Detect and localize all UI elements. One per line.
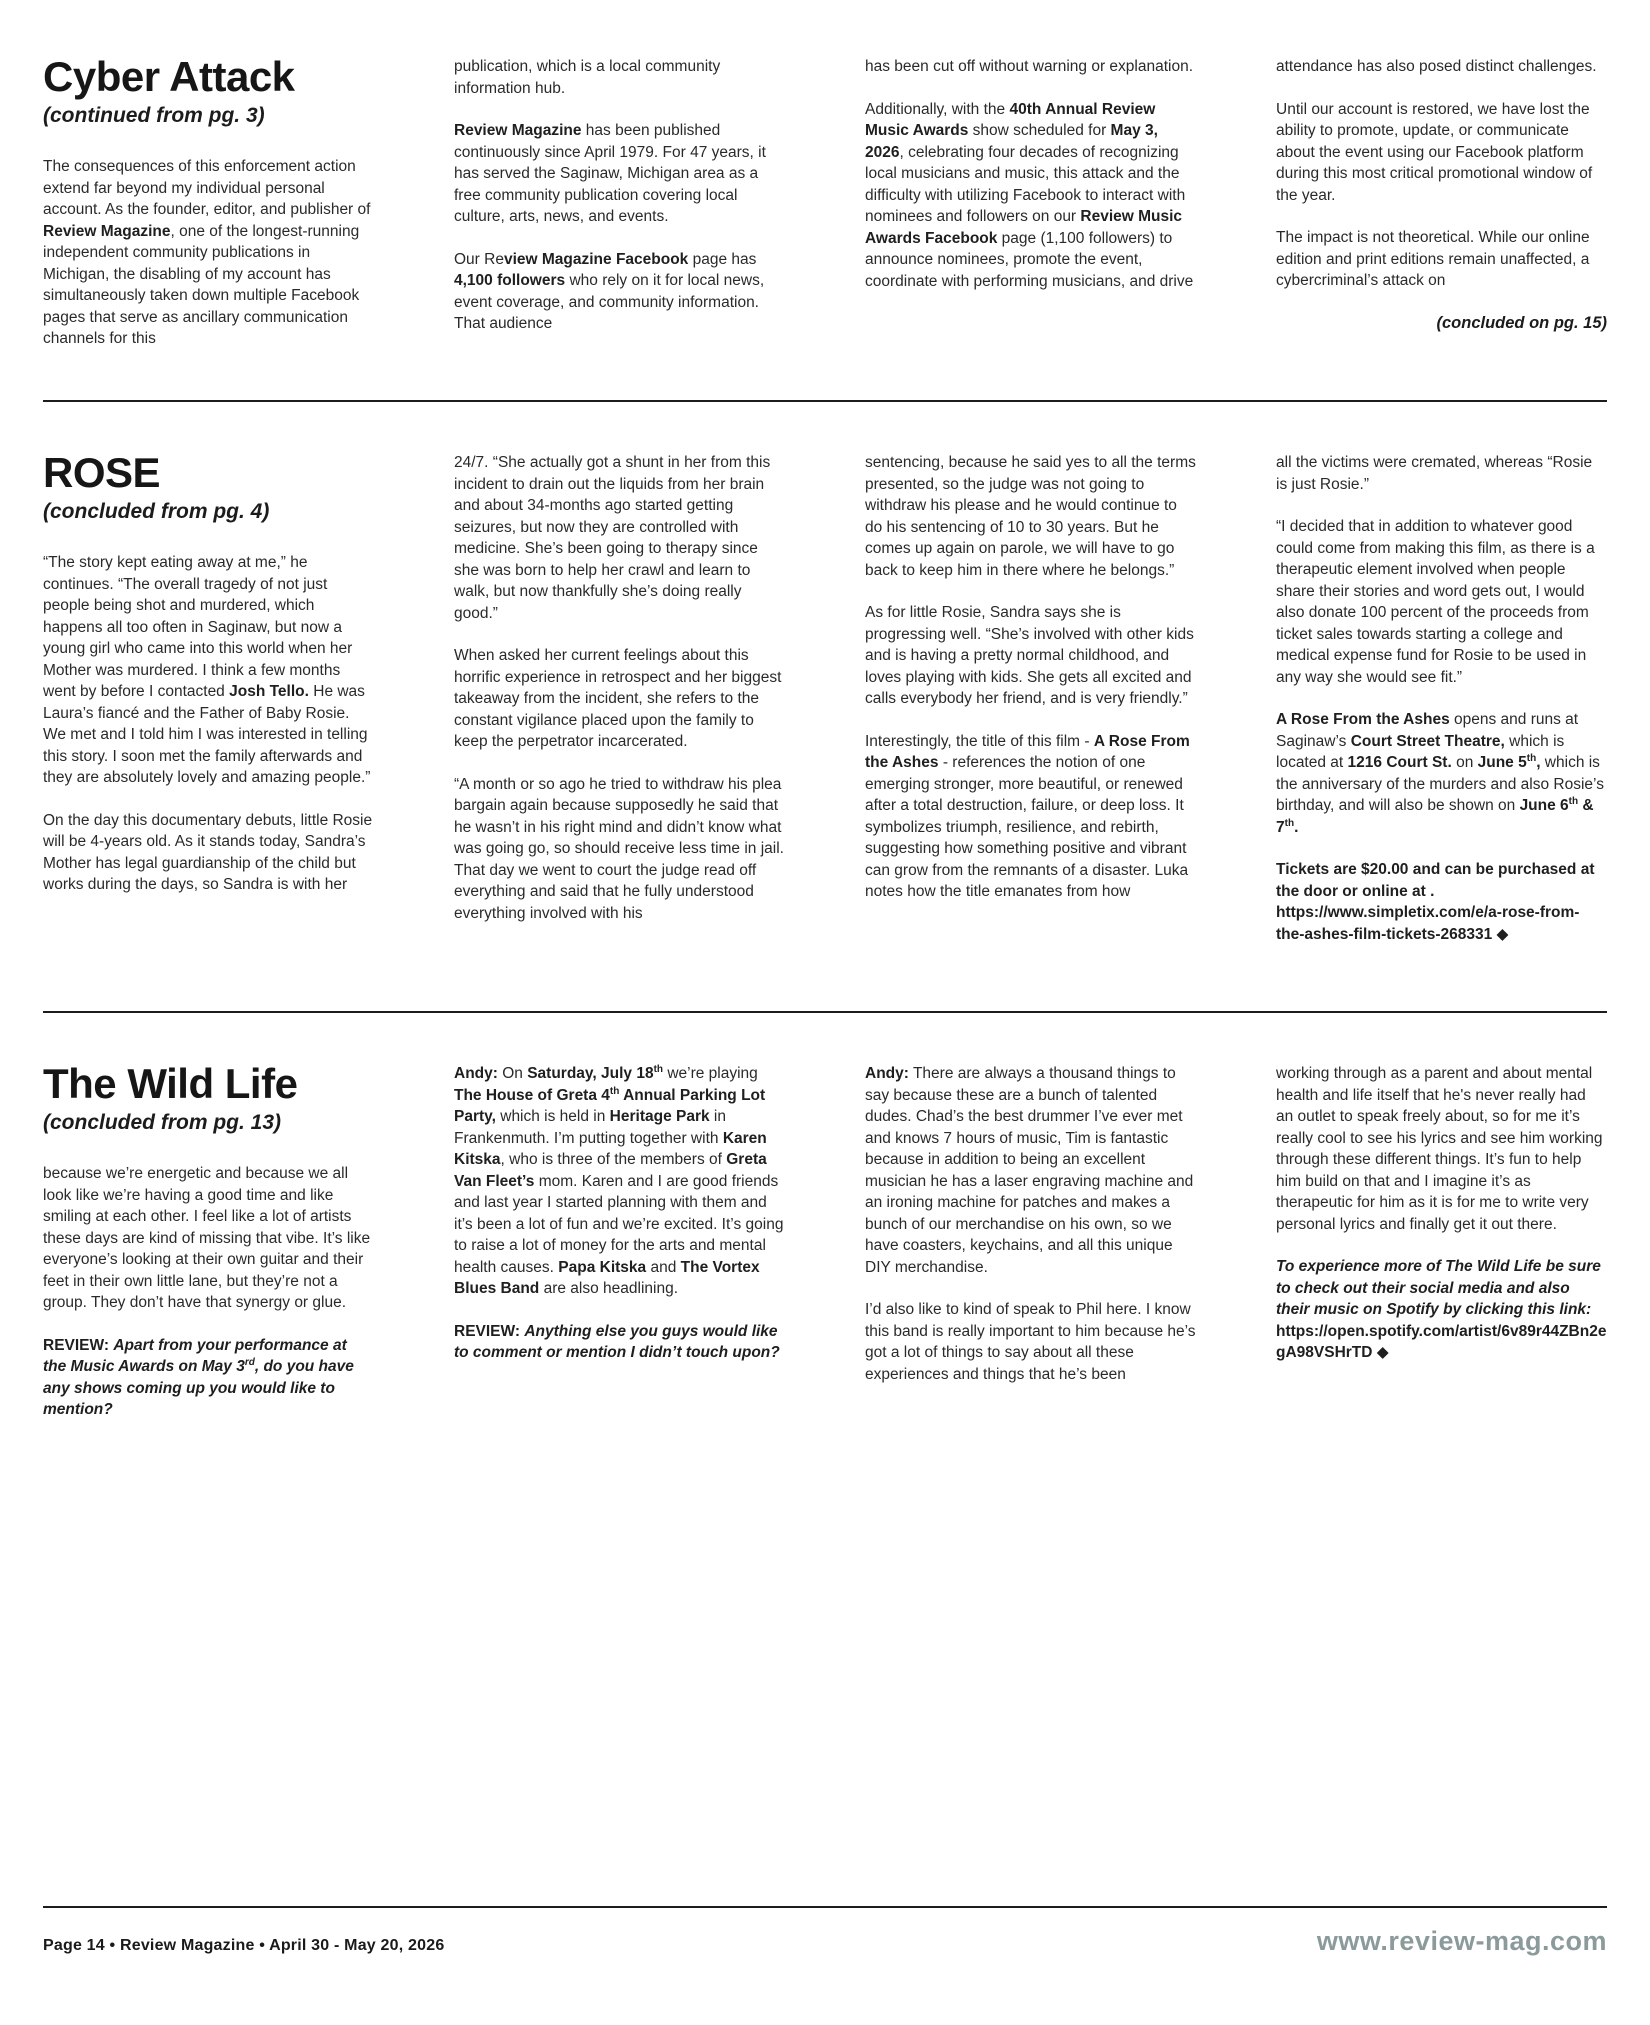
article-column	[43, 53, 374, 371]
article-column	[1276, 56, 1607, 355]
paragraph: On the day this documentary debuts, little Rosie will be 4-years old. As it stands today, Sandra’s Mother has legal guardianship of the child but works during the days, so Sandra is with her	[43, 811, 373, 893]
paragraph: sentencing, because he said yes to all the terms presented, so the judge was not going to withdraw his please and he would continue to do his sentencing of 10 to 30 years. But he comes up again on parole, we will have to go back to keep him in there where he belongs.”	[865, 454, 1196, 579]
article-the-wild-life	[43, 1013, 1607, 1908]
paragraph: The consequences of this enforcement action extend far beyond my individual personal account. As the founder, editor, and publisher of Review Magazine, one of the longest-running independent community publications in Michigan, the disabling of my account has simultaneously taken down multiple Facebook pages that serve as ancillary communication channels for this	[43, 158, 371, 347]
paragraph: When asked her current feelings about this horrific experience in retrospect and her biggest takeaway from the incident, she refers to the constant vigilance placed upon the family to keep the perpetrator incarcerated.	[454, 647, 782, 750]
paragraph: Tickets are $20.00 and can be purchased at the door or online at . https://www.simpletix.com/e/a-rose-from-the-ashes-film-tickets-268331 ◆	[1276, 861, 1595, 943]
article-column	[865, 1063, 1196, 1406]
article-title: The Wild Life	[43, 1060, 298, 1107]
paragraph: “A month or so ago he tried to withdraw his plea bargain again because supposedly he said that he wasn’t in his right mind and didn’t know what was going go, so should receive less time in jail. That day we went to court the judge read off everything and said that he fully understood everything involved with his	[454, 775, 784, 922]
footer-website-url: www.review-mag.com	[1316, 1926, 1607, 1956]
paragraph: Until our account is restored, we have lost the ability to promote, update, or communicate about the event using our Facebook platform during this most critical promotional window of the year.	[1276, 100, 1593, 204]
article-column	[1276, 452, 1607, 966]
article-column	[865, 452, 1196, 924]
paragraph: REVIEW: Apart from your performance at the Music Awards on May 3rd, do you have any shows coming up you would like to mention?	[43, 1336, 354, 1418]
continuation-note: (concluded on pg. 15)	[1436, 313, 1607, 332]
paragraph: publication, which is a local community information hub.	[454, 58, 721, 97]
paragraph: As for little Rosie, Sandra says she is progressing well. “She’s involved with other kids and is having a pretty normal childhood, and loves playing with kids. She gets all excited and calls everybody her friend, and is very friendly.”	[865, 604, 1194, 707]
article-column	[43, 449, 374, 917]
paragraph: Andy: On Saturday, July 18th we’re playing The House of Greta 4th Annual Parking Lot Party, which is held in Heritage Park in Frankenmuth. I’m putting together with Karen Kitska, who is three of the members of Greta Van Fleet’s mom. Karen and I are good friends and last year I started planning with them and it’s been a lot of fun and we’re excited. It’s going to raise a lot of money for the arts and mental health causes. Papa Kitska and The Vortex Blues Band are also headlining.	[454, 1063, 784, 1297]
paragraph: “I decided that in addition to whatever good could come from making this film, as there is a therapeutic element involved when people share their stories and word gets out, I would also donate 100 percent of the proceeds from ticket sales towards starting a college and medical expense fund for Rosie to be used in any way she would see fit.”	[1276, 518, 1595, 686]
paragraph: Additionally, with the 40th Annual Review Music Awards show scheduled for May 3, 2026, celebrating four decades of recognizing local musicians and music, this attack and the difficulty with utilizing Facebook to interact with nominees and followers on our Review Music Awards Facebook page (1,100 followers) to announce nominees, promote the event, coordinate with performing musicians, and drive	[865, 100, 1194, 290]
article-cyber-attack	[43, 0, 1607, 402]
article-subtitle: (concluded from pg. 4)	[43, 500, 270, 523]
paragraph: Interestingly, the title of this film - A Rose From the Ashes - references the notion of one emerging stronger, more beautiful, or renewed after a total destruction, failure, or deep loss. It symbolizes triumph, resilience, and rebirth, suggesting how something positive and vibrant can grow from the remnants of a disaster. Luka notes how the title emanates from how	[865, 732, 1190, 900]
article-column	[1276, 1063, 1607, 1385]
paragraph: Review Magazine has been published continuously since April 1979. For 47 years, it has served the Saginaw, Michigan area as a free community publication covering local culture, arts, news, and events.	[454, 122, 766, 225]
paragraph: Andy: There are always a thousand things to say because these are a bunch of talented dudes. Chad’s the best drummer I’ve ever met and knows 7 hours of music, Tim is fantastic because in addition to being an excellent musician he has a laser engraving machine and an ironing machine for patches and makes a bunch of our merchandise on his own, so we have coasters, keychains, and all this unique DIY merchandise.	[865, 1065, 1194, 1276]
article-column	[454, 56, 785, 356]
footer-page-info: Page 14 • Review Magazine • April 30 - May 20, 2026	[43, 1937, 445, 1954]
paragraph: 24/7. “She actually got a shunt in her from this incident to drain out the liquids from her brain and about 34-months ago started getting seizures, but now they are controlled with medicine. She’s been going to therapy since she was born to help her crawl and learn to walk, but now thankfully she’s doing really good.”	[454, 454, 771, 622]
article-column	[454, 1063, 785, 1385]
article-column	[454, 452, 785, 945]
paragraph: all the victims were cremated, whereas “Rosie is just Rosie.”	[1276, 454, 1593, 493]
paragraph: “The story kept eating away at me,” he continues. “The overall tragedy of not just people being shot and murdered, which happens all too often in Saginaw, but now a young girl who came into this world when her Mother was murdered. I think a few months went by before I contacted Josh Tello. He was Laura’s fiancé and the Father of Baby Rosie. We met and I told him I was interested in telling this story. I soon met the family afterwards and they are absolutely lovely and amazing people.”	[43, 554, 371, 786]
paragraph: because we’re energetic and because we all look like we’re having a good time and like smiling at each other. I feel like a lot of artists these days are kind of missing that vibe. It’s like everyone’s looking at their own guitar and their feet in their own little lane, but they’re not a group. They don’t have that synergy or glue.	[43, 1165, 371, 1311]
article-rose	[43, 402, 1607, 1013]
paragraph: attendance has also posed distinct challenges.	[1276, 58, 1597, 75]
paragraph: To experience more of The Wild Life be sure to check out their social media and also their music on Spotify by clicking this link: https://open.spotify.com/artist/6v89r44ZBn2egA98VSHrTD ◆	[1276, 1258, 1607, 1361]
paragraph: A Rose From the Ashes opens and runs at Saginaw’s Court Street Theatre, which is located at 1216 Court St. on June 5th, which is the anniversary of the murders and also Rosie’s birthday, and will also be shown on June 6th & 7th.	[1276, 711, 1604, 836]
paragraph: REVIEW: Anything else you guys would like to comment or mention I didn’t touch upon?	[454, 1322, 780, 1361]
article-title: Cyber Attack	[43, 53, 295, 100]
paragraph: Our Review Magazine Facebook page has 4,100 followers who rely on it for local news, event coverage, and community information. That audience	[454, 250, 765, 332]
article-column	[865, 56, 1196, 313]
page-footer	[43, 1908, 1607, 1957]
paragraph: The impact is not theoretical. While our online edition and print editions remain unaffected, a cybercriminal’s attack on	[1276, 229, 1590, 289]
article-title: ROSE	[43, 449, 161, 496]
article-subtitle: (concluded from pg. 13)	[43, 1111, 282, 1134]
paragraph: working through as a parent and about mental health and life itself that he's never really had an outlet to speak freely about, so for me it’s really cool to see his lyrics and see him working through these different things. It’s fun to help him build on that and I imagine it’s as therapeutic for him as it is for me to write very personal lyrics and finally get it out there.	[1276, 1065, 1603, 1233]
paragraph: has been cut off without warning or explanation.	[865, 58, 1194, 75]
paragraph: I’d also like to kind of speak to Phil here. I know this band is really important to him because he’s got a lot of things to say about all these experiences and things that he’s been	[865, 1301, 1196, 1383]
article-column	[43, 1060, 374, 1442]
article-subtitle: (continued from pg. 3)	[43, 104, 265, 127]
